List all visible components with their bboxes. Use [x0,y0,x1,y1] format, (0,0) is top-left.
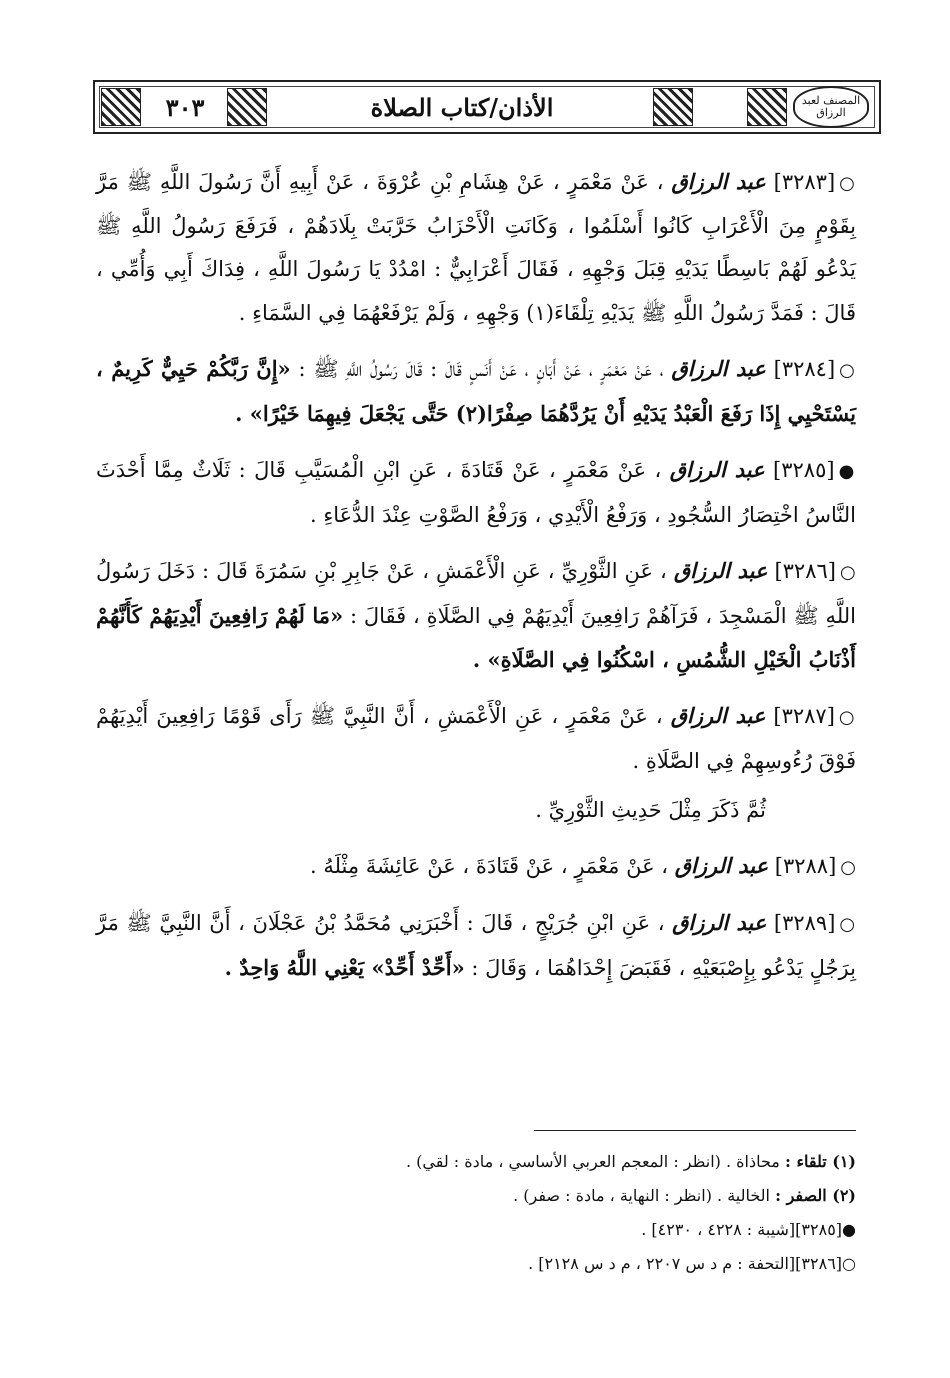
footnote-label: ●[٣٢٨٥] [795,1220,856,1239]
hadith-entry-3285 [96,448,856,537]
entry-text: ثُمَّ ذَكَرَ مِثْلَ حَدِيثِ الثَّوْرِيِّ . [535,798,766,822]
hadith-entry-3289 [96,901,856,990]
entry-number: [٣٢٨٩] [773,911,836,935]
entry-marker: ○ [839,914,856,935]
entry-author: عبد الرزاق [671,356,766,381]
ornament-icon [227,88,267,126]
continuation-line [96,789,856,832]
main-text [96,160,856,1002]
entry-author: عبد الرزاق [672,910,767,935]
hadith-entry-3284 [96,347,856,436]
entry-author: عبد الرزاق [674,853,769,878]
entry-marker: ○ [838,707,856,728]
footnote-text: محاذاة . (انظر : المعجم العربي الأساسي ، مادة : لقي) . [405,1152,780,1171]
hadith-entry-3288 [96,844,856,889]
footnote-ref-3286 [96,1247,856,1281]
entry-text: ، عَنْ مَعْمَرٍ ، عَنْ قَتَادَةَ ، عَنْ عَائِشَةَ مِثْلَهُ . [309,854,669,878]
footnote-text: [شيبة : ٤٢٢٨ ، ٤٢٣٠] . [641,1220,796,1239]
entry-marker: ○ [839,360,856,381]
entry-number: [٣٢٨٦] [774,559,836,583]
page-header [93,80,881,134]
entry-number: [٣٢٨٥] [773,458,835,482]
entry-number: [٣٢٨٨] [774,854,837,878]
entry-author: عبد الرزاق [670,703,766,728]
ornament-icon [653,88,693,126]
entry-text: ، عَنْ مَعْمَرٍ ، عَنْ هِشَامِ بْنِ عُرْوَةَ ، عَنْ أَبِيهِ أَنَّ رَسُولَ اللَّهِ ﷺ مَرَّ بِقَوْمٍ مِنَ الْأَعْرَابِ كَانُوا أَسْلَمُوا ، وَكَانَتِ الْأَحْزَابُ خَرَّبَتْ بِلَادَهُمْ ، فَرَفَعَ رَسُولُ اللَّهِ ﷺ يَدْعُو لَهُمْ بَاسِطًا يَدَيْهِ قِبَلَ وَجْهِهِ ، فَقَالَ أَعْرَابِيٌّ : امْدُدْ يَا رَسُولَ اللَّهِ ، فِدَاكَ أَبِي وَأُمِّي ، قَالَ : فَمَدَّ رَسُولُ اللَّهِ ﷺ يَدَيْهِ تِلْقَاءَ(١) وَجْهِهِ ، وَلَمْ يَرْفَعْهُمَا فِي السَّمَاءِ . [96,170,856,325]
entry-author: عبد الرزاق [671,169,766,194]
hadith-entry-3287 [96,694,856,783]
footnote-label: ○[٣٢٨٦] [795,1254,856,1273]
footnote-1 [96,1145,856,1179]
entry-marker: ○ [839,173,856,194]
entry-text: ، عَنْ مَعْمَرٍ ، عَنْ أَبَانٍ ، عَنْ أَنَسٍ قَالَ : قَالَ رَسُولُ اللَّهِ ﷺ : [298,357,664,381]
entry-text: ، عَنِ ابْنِ جُرَيْجٍ ، قَالَ : أَخْبَرَنِي مُحَمَّدُ بْنُ عَجْلَانَ ، أَنَّ النَّبِيَّ ﷺ مَرَّ بِرَجُلٍ يَدْعُو بِإِصْبَعَيْهِ ، فَقَبَضَ إِحْدَاهُمَا ، وَقَالَ : [96,911,856,980]
running-title: الأذان/كتاب الصلاة [275,88,649,126]
footnote-text: الخالية . (انظر : النهاية ، مادة : صفر) . [513,1186,770,1205]
entry-hadith: «أَحِّدْ أَحِّدْ» يَعْنِي اللَّهُ وَاحِدٌ . [224,955,465,980]
footnote-divider [534,1130,856,1131]
footnote-label: (١) تلقاء : [784,1152,856,1171]
entry-marker: ○ [839,562,856,583]
entry-text: ، عَنِ الثَّوْرِيِّ ، عَنِ الْأَعْمَشِ ، عَنْ جَابِرِ بْنِ سَمُرَةَ قَالَ : دَخَلَ رَسُولُ اللَّهِ ﷺ الْمَسْجِدَ ، فَرَآهُمْ رَافِعِينَ أَيْدِيَهُمْ فِي الصَّلَاةِ ، فَقَالَ : [96,559,856,628]
entry-hadith: «مَا لَهُمْ رَافِعِينَ أَيْدِيَهُمْ كَأَنَّهُمْ أَذْنَابُ الْخَيْلِ الشُّمُسِ ، اسْكُنُوا فِي الصَّلَاةِ» . [96,603,856,672]
footnote-text: [التحفة : م د س ٢٢٠٧ ، م د س ٢١٢٨] . [528,1254,796,1273]
footnote-ref-3285 [96,1213,856,1247]
page-number: ٣٠٣ [145,88,225,126]
entry-author: عبد الرزاق [673,558,768,583]
ornament-icon [101,88,141,126]
ornament-icon [747,88,787,126]
entry-number: [٣٢٨٣] [773,170,836,194]
footnote-2 [96,1179,856,1213]
entry-marker: ● [838,461,856,482]
entry-marker: ○ [840,857,856,878]
footnotes [96,1130,856,1281]
entry-hadith: «إِنَّ رَبَّكُمْ حَيِيٌّ كَرِيمٌ ، يَسْتَحْيِي إِذَا رَفَعَ الْعَبْدُ يَدَيْهِ أَنْ يَرُدَّهُمَا صِفْرًا(٢) حَتَّى يَجْعَلَ فِيهِمَا خَيْرًا» . [96,356,856,426]
entry-number: [٣٢٨٤] [773,357,836,381]
footnote-label: (٢) الصفر : [775,1186,856,1205]
entry-text: ، عَنْ مَعْمَرٍ ، عَنِ الْأَعْمَشِ ، أَنَّ النَّبِيَّ ﷺ رَأَى قَوْمًا رَافِعِينَ أَيْدِيَهُمْ فَوْقَ رُءُوسِهِمْ فِي الصَّلَاةِ . [96,704,856,773]
hadith-entry-3286 [96,549,856,682]
entry-text: ، عَنْ مَعْمَرٍ ، عَنْ قَتَادَةَ ، عَنِ ابْنِ الْمُسَيَّبِ قَالَ : ثَلَاثٌ مِمَّا أَحْدَثَ النَّاسُ اخْتِصَارُ السُّجُودِ ، وَرَفْعُ الْأَيْدِي ، وَرَفْعُ الصَّوْتِ عِنْدَ الدُّعَاءِ . [96,458,856,527]
hadith-entry-3283 [96,160,856,335]
book-seal: المصنف لعبد الرزاق [793,86,869,128]
entry-number: [٣٢٨٧] [773,704,835,728]
entry-author: عبد الرزاق [669,457,765,482]
